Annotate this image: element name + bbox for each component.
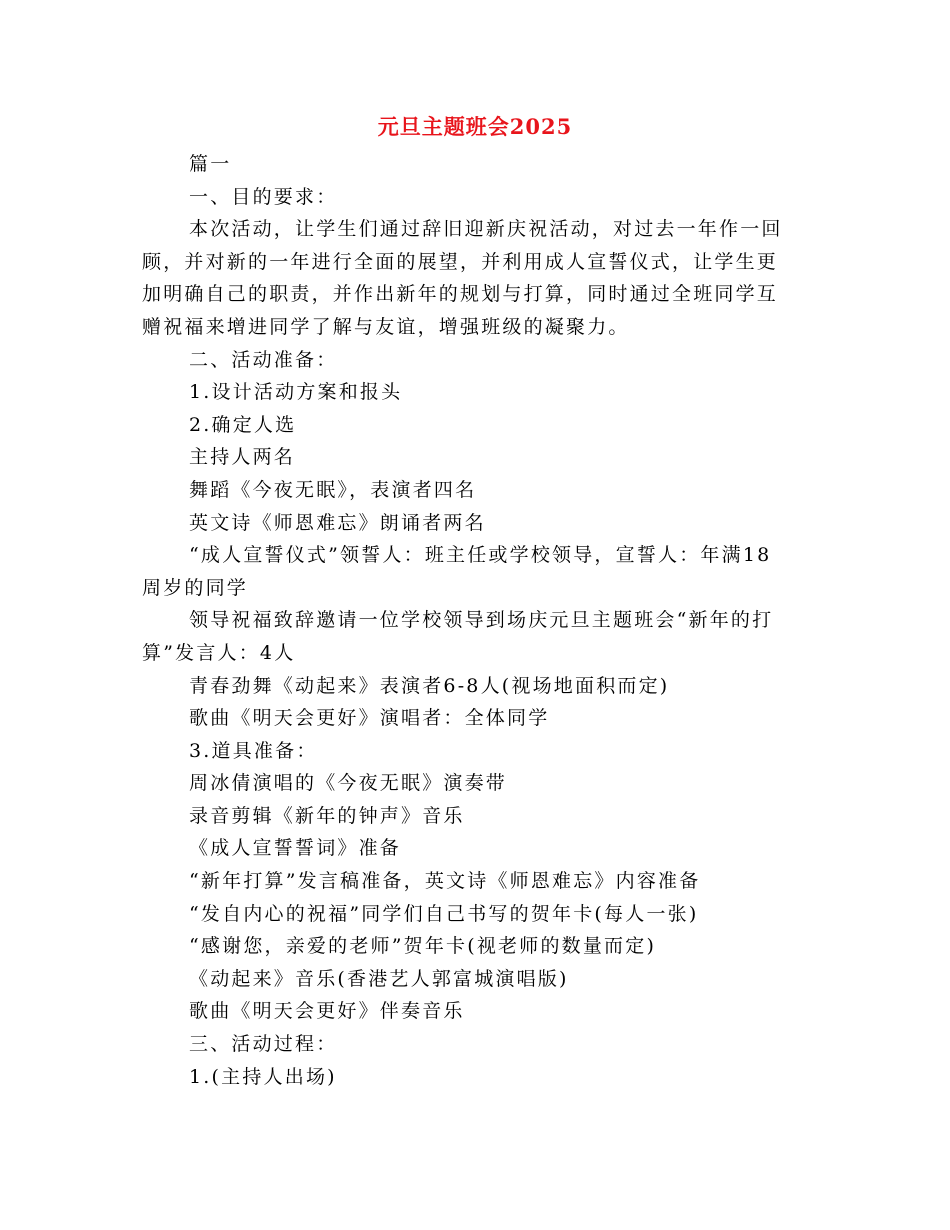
text-line: 二、活动准备： [189,348,338,371]
text-line: “感谢您，亲爱的老师”贺年卡(视老师的数量而定) [189,935,657,958]
text-line: 周冰倩演唱的《今夜无眠》演奏带 [189,772,508,795]
text-line: 主持人两名 [189,446,296,469]
text-line: 青春劲舞《动起来》表演者6-8人(视场地面积而定) [189,674,670,697]
text-line: 《动起来》音乐(香港艺人郭富城演唱版) [189,967,569,990]
text-line: 3.道具准备： [189,739,318,762]
text-line: “新年打算”发言稿准备，英文诗《师恩难忘》内容准备 [189,870,701,893]
text-line: 英文诗《师恩难忘》朗诵者两名 [189,511,486,534]
text-line: 加明确自己的职责，并作出新年的规划与打算，同时通过全班同学互 [142,283,779,306]
text-line: 1.设计活动方案和报头 [189,381,403,404]
text-line: 一、目的要求： [189,185,338,208]
text-line: 本次活动，让学生们通过辞旧迎新庆祝活动，对过去一年作一回 [189,218,783,241]
document-title: 元旦主题班会2025 [377,114,573,139]
text-line: 《成人宣誓誓词》准备 [189,837,402,860]
text-line: 顾，并对新的一年进行全面的展望，并利用成人宣誓仪式，让学生更 [142,250,779,273]
text-line: 算”发言人：4人 [142,641,296,664]
text-line: 赠祝福来增进同学了解与友谊，增强班级的凝聚力。 [142,315,630,338]
text-line: 录音剪辑《新年的钟声》音乐 [189,804,465,827]
text-line: 舞蹈《今夜无眠》，表演者四名 [189,478,477,501]
text-line: 歌曲《明天会更好》演唱者：全体同学 [189,707,550,730]
document-body [142,148,810,1093]
text-line: 领导祝福致辞邀请一位学校领导到场庆元旦主题班会“新年的打 [189,609,774,632]
text-line: 1.(主持人出场) [189,1065,337,1088]
text-line: “发自内心的祝福”同学们自己书写的贺年卡(每人一张) [189,902,699,925]
text-line: 2.确定人选 [189,413,297,436]
text-line: 歌曲《明天会更好》伴奏音乐 [189,1000,465,1023]
text-line: 三、活动过程： [189,1033,338,1056]
text-line: 篇一 [189,153,232,175]
text-line: “成人宣誓仪式”领誓人：班主任或学校领导，宣誓人：年满18 [189,544,772,567]
text-line: 周岁的同学 [142,576,249,599]
